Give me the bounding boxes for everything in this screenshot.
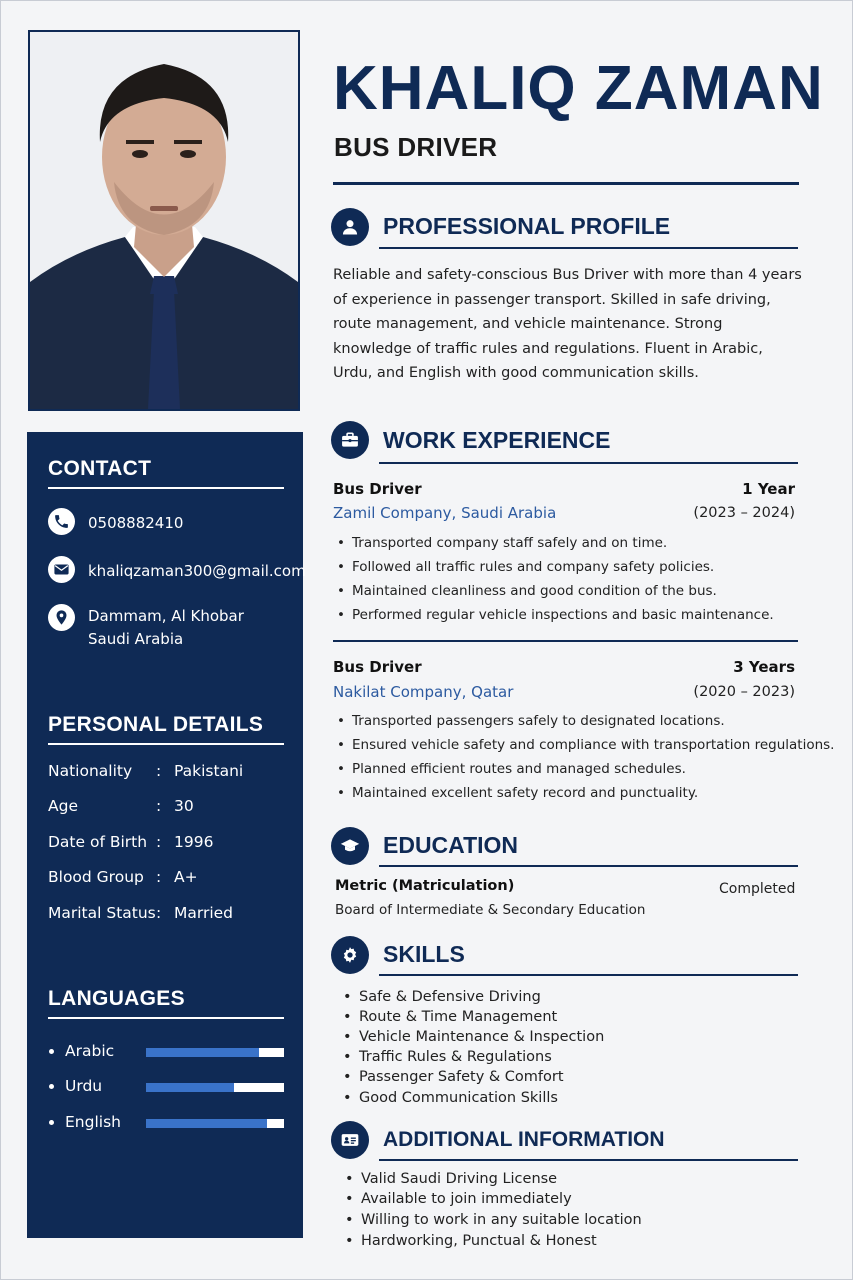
- additional-item: • Valid Saudi Driving License: [345, 1171, 557, 1187]
- language-name-english: English: [65, 1113, 121, 1131]
- skill-item: • Vehicle Maintenance & Inspection: [343, 1029, 604, 1045]
- language-bar-fill: [146, 1119, 267, 1128]
- profile-summary: Reliable and safety-conscious Bus Driver with more than 4 years of experience in passenger transport. Skilled in safe driving, route management, and vehicle maintenance. Strong knowledge of traffic rules and regulations. Fluent in Arabic, Urdu, and English with good communication skills.: [333, 267, 802, 381]
- skill-item: • Passenger Safety & Comfort: [343, 1069, 564, 1085]
- job-years: (2023 – 2024): [693, 505, 795, 521]
- section-rule: [379, 247, 798, 249]
- detail-value-marital-status: Married: [174, 904, 234, 922]
- email-icon: [48, 556, 75, 583]
- detail-colon: :: [156, 833, 162, 851]
- job-title: Bus Driver: [333, 658, 422, 676]
- detail-colon: :: [156, 868, 162, 886]
- detail-value-blood-group: A+: [174, 868, 198, 886]
- skill-item: • Good Communication Skills: [343, 1090, 558, 1106]
- language-bar-english: [146, 1119, 284, 1128]
- languages-rule: [48, 1017, 284, 1019]
- job-bullet: • Planned efficient routes and managed schedules.: [337, 761, 686, 777]
- portrait-illustration: [30, 32, 298, 409]
- contact-heading: CONTACT: [48, 457, 152, 480]
- detail-label-age: Age: [48, 797, 78, 815]
- job-bullet: • Transported company staff safely and on time.: [337, 535, 667, 551]
- section-rule: [379, 974, 798, 976]
- contact-email: khaliqzaman300@gmail.com: [88, 562, 306, 580]
- additional-item: • Available to join immediately: [345, 1191, 572, 1207]
- language-bar-arabic: [146, 1048, 284, 1057]
- section-rule: [379, 1159, 798, 1161]
- user-icon: [331, 208, 369, 246]
- job-company: Zamil Company, Saudi Arabia: [333, 504, 557, 522]
- job-years: (2020 – 2023): [693, 684, 795, 700]
- bullet-dot: [49, 1084, 54, 1089]
- graduation-cap-icon: [331, 827, 369, 865]
- detail-colon: :: [156, 904, 162, 922]
- briefcase-icon: [331, 421, 369, 459]
- section-title-skills: SKILLS: [383, 941, 465, 967]
- language-name-arabic: Arabic: [65, 1042, 115, 1060]
- detail-value-dob: 1996: [174, 833, 214, 851]
- detail-label-blood-group: Blood Group: [48, 868, 144, 886]
- job-bullet: • Transported passengers safely to designated locations.: [337, 713, 725, 729]
- job-company: Nakilat Company, Qatar: [333, 683, 514, 701]
- education-degree: Metric (Matriculation): [335, 878, 515, 894]
- contact-phone: 0508882410: [88, 514, 184, 532]
- section-title-education: EDUCATION: [383, 832, 519, 858]
- detail-label-marital-status: Marital Status: [48, 904, 156, 922]
- bullet-dot: [49, 1049, 54, 1054]
- language-bar-urdu: [146, 1083, 284, 1092]
- detail-label-nationality: Nationality: [48, 762, 133, 780]
- section-title-profile: PROFESSIONAL PROFILE: [383, 213, 671, 239]
- contact-rule: [48, 487, 284, 489]
- skill-item: • Traffic Rules & Regulations: [343, 1049, 552, 1065]
- language-bar-fill: [146, 1083, 234, 1092]
- language-name-urdu: Urdu: [65, 1077, 103, 1095]
- job-bullet: • Performed regular vehicle inspections and basic maintenance.: [337, 607, 774, 623]
- languages-heading: LANGUAGES: [48, 987, 185, 1010]
- section-title-experience: WORK EXPERIENCE: [383, 427, 611, 453]
- detail-value-age: 30: [174, 797, 194, 815]
- candidate-role: BUS DRIVER: [334, 132, 498, 162]
- job-title: Bus Driver: [333, 480, 422, 498]
- bullet-dot: [49, 1120, 54, 1125]
- additional-item: • Hardworking, Punctual & Honest: [345, 1233, 597, 1249]
- language-bar-fill: [146, 1048, 259, 1057]
- section-rule: [379, 865, 798, 867]
- header-rule: [333, 182, 799, 185]
- job-duration: 1 Year: [742, 480, 795, 498]
- location-pin-icon: [48, 604, 75, 631]
- detail-colon: :: [156, 762, 162, 780]
- section-title-additional: ADDITIONAL INFORMATION: [383, 1128, 665, 1151]
- job-bullet: • Followed all traffic rules and company safety policies.: [337, 559, 714, 575]
- skill-item: • Route & Time Management: [343, 1009, 557, 1025]
- personal-details-heading: PERSONAL DETAILS: [48, 713, 264, 736]
- gear-icon: [331, 936, 369, 974]
- detail-colon: :: [156, 797, 162, 815]
- education-status: Completed: [719, 881, 796, 897]
- job-bullet: • Maintained excellent safety record and punctuality.: [337, 785, 698, 801]
- detail-label-dob: Date of Birth: [48, 833, 148, 851]
- phone-icon: [48, 508, 75, 535]
- id-card-icon: [331, 1121, 369, 1159]
- contact-address-line1: Dammam, Al Khobar: [88, 607, 244, 625]
- job-bullet: • Maintained cleanliness and good condition of the bus.: [337, 583, 717, 599]
- sidebar: [27, 432, 306, 1238]
- candidate-name: KHALIQ ZAMAN: [333, 54, 824, 123]
- contact-address-line2: Saudi Arabia: [88, 630, 184, 648]
- personal-details-rule: [48, 743, 284, 745]
- job-separator: [333, 640, 798, 642]
- skill-item: • Safe & Defensive Driving: [343, 989, 541, 1005]
- profile-photo: [28, 30, 300, 411]
- additional-item: • Willing to work in any suitable location: [345, 1212, 642, 1228]
- detail-value-nationality: Pakistani: [174, 762, 244, 780]
- job-duration: 3 Years: [733, 658, 795, 676]
- section-rule: [379, 462, 798, 464]
- education-board: Board of Intermediate & Secondary Education: [335, 902, 646, 918]
- job-bullet: • Ensured vehicle safety and compliance with transportation regulations.: [337, 737, 834, 753]
